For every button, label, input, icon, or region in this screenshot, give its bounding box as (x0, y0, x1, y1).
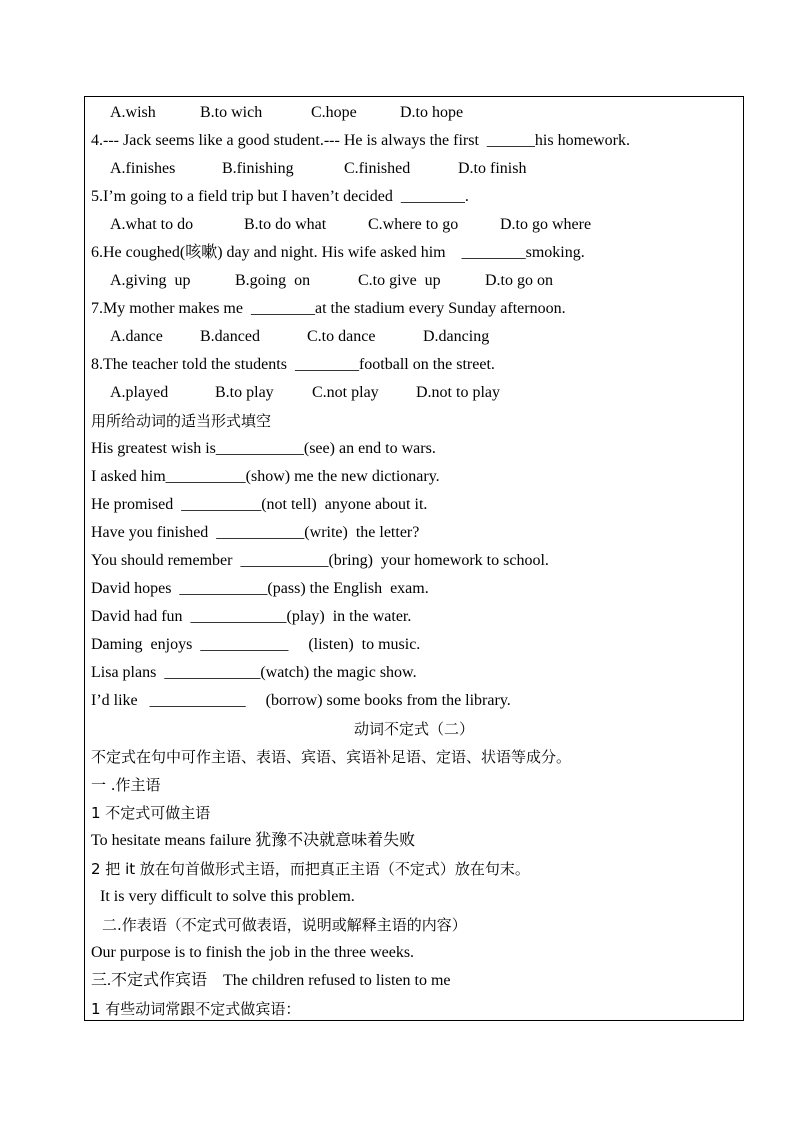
q7-option-b: B.danced (200, 328, 260, 345)
q8-option-d: D.not to play (416, 384, 500, 401)
fill-item-2: I asked him__________(show) me the new dictionary. (91, 468, 440, 485)
q6-options (110, 271, 553, 291)
part2-heading: 二.作表语（不定式可做表语，说明或解释主语的内容） (102, 916, 467, 934)
fill-item-4: Have you finished ___________(write) the letter? (91, 524, 420, 541)
q3-option-b: B.to wich (200, 104, 263, 121)
q3-option-d: D.to hope (400, 104, 464, 121)
q5-stem: 5.I’m going to a field trip but I haven’t decided ________. (91, 188, 469, 205)
q4-option-d: D.to finish (458, 160, 527, 177)
fill-item-5: You should remember ___________(bring) your homework to school. (91, 552, 549, 569)
q5-option-a: A.what to do (110, 216, 194, 233)
part3-rule-1: 1 有些动词常跟不定式做宾语： (91, 1000, 301, 1018)
section-intro: 不定式在句中可作主语、表语、宾语、宾语补足语、定语、状语等成分。 (91, 748, 572, 766)
q3-options (110, 103, 464, 123)
q7-stem: 7.My mother makes me ________at the stadium every Sunday afternoon. (91, 300, 566, 317)
q6-option-d: D.to go on (485, 272, 553, 289)
q7-option-a: A.dance (110, 328, 163, 345)
q4-stem: 4.--- Jack seems like a good student.--- He is always the first ______his homework. (91, 132, 630, 149)
q8-option-b: B.to play (215, 384, 274, 401)
q7-option-c: C.to dance (307, 328, 376, 345)
q6-option-c: C.to give up (358, 272, 441, 289)
q7-options (110, 327, 490, 347)
q8-stem: 8.The teacher told the students ________football on the street. (91, 356, 495, 373)
fill-item-10: I’d like ____________ (borrow) some books from the library. (91, 692, 511, 709)
q5-option-d: D.to go where (500, 216, 592, 233)
section-title: 动词不定式（二） (353, 720, 474, 738)
part2-example: Our purpose is to finish the job in the three weeks. (91, 944, 415, 961)
q8-option-c: C.not play (312, 384, 379, 401)
part1-example-1: To hesitate means failure 犹豫不决就意味着失败 (91, 832, 416, 849)
fill-in-heading: 用所给动词的适当形式填空 (91, 412, 272, 430)
q4-option-a: A.finishes (110, 160, 176, 177)
q6-option-a: A.giving up (110, 272, 191, 289)
fill-item-8: Daming enjoys ___________ (listen) to music. (91, 636, 421, 653)
q5-options (110, 215, 592, 235)
q7-option-d: D.dancing (423, 328, 490, 345)
q4-option-b: B.finishing (222, 160, 294, 177)
fill-item-9: Lisa plans ____________(watch) the magic show. (91, 664, 417, 681)
part3-heading: 三.不定式作宾语 The children refused to listen to me (91, 972, 451, 989)
q3-option-c: C.hope (311, 104, 357, 121)
fill-item-7: David had fun ____________(play) in the water. (91, 608, 412, 625)
fill-item-3: He promised __________(not tell) anyone about it. (91, 496, 428, 513)
q3-option-a: A.wish (110, 104, 156, 121)
part1-rule-1: 1 不定式可做主语 (91, 804, 211, 822)
part1-example-2: It is very difficult to solve this problem. (100, 888, 355, 905)
q5-option-c: C.where to go (368, 216, 459, 233)
fill-item-1: His greatest wish is___________(see) an end to wars. (91, 440, 436, 457)
q4-options (110, 159, 527, 179)
q8-option-a: A.played (110, 384, 169, 401)
q8-options (110, 383, 500, 403)
q6-option-b: B.going on (235, 272, 311, 289)
q4-option-c: C.finished (344, 160, 411, 177)
part1-heading: 一 .作主语 (91, 776, 161, 794)
fill-item-6: David hopes ___________(pass) the English exam. (91, 580, 429, 597)
q6-stem: 6.He coughed(咳嗽) day and night. His wife asked him ________smoking. (91, 244, 585, 261)
q5-option-b: B.to do what (244, 216, 327, 233)
part1-rule-2: 2 把 it 放在句首做形式主语，而把真正主语（不定式）放在句末。 (91, 860, 530, 878)
